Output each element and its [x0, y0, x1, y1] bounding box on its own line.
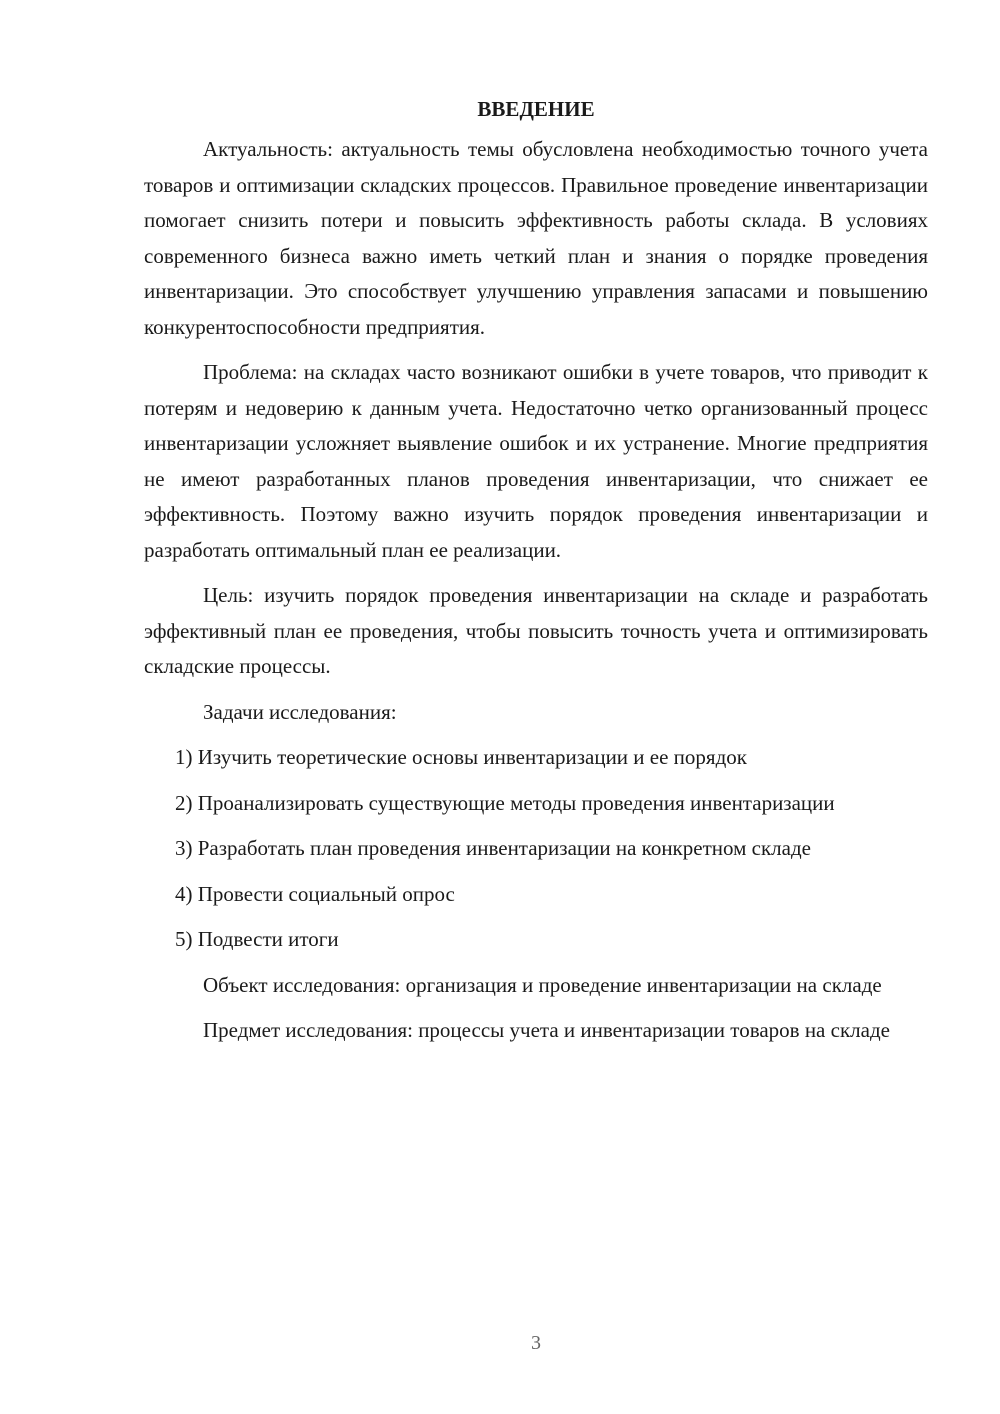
task-item-4: 4) Провести социальный опрос — [175, 881, 455, 906]
task-item-3: 3) Разработать план проведения инвентаризации на конкретном складе — [175, 836, 811, 860]
page-number: 3 — [531, 1332, 541, 1354]
paragraph-research-subject: Предмет исследования: процессы учета и инвентаризации товаров на складе — [203, 1018, 890, 1042]
paragraph-problem: Проблема: на складах часто возникают ошибки в учете товаров, что приводит к потерям и недоверию к данным учета. Недостаточно четко организованный процесс инвентаризации усложняет выявление ошибок и их устранение. Многие предприятия не имеют разработанных планов проведения инвентаризации, что снижает ее эффективность. Поэтому важно изучить порядок проведения инвентаризации и разработать оптимальный план ее реализации. — [144, 360, 928, 562]
task-item-5: 5) Подвести итоги — [175, 927, 339, 951]
paragraph-goal: Цель: изучить порядок проведения инвентаризации на складе и разработать эффективный план ее проведения, чтобы повысить точность учета и оптимизировать складские процессы. — [144, 583, 928, 678]
paragraph-relevance: Актуальность: актуальность темы обусловлена необходимостью точного учета товаров и оптимизации складских процессов. Правильное проведение инвентаризации помогает снизить потери и повысить эффективность работы склада. В условиях современного бизнеса важно иметь четкий план и знания о порядке проведения инвентаризации. Это способствует улучшению управления запасами и повышению конкурентоспособности предприятия. — [144, 137, 928, 339]
paragraph-research-object: Объект исследования: организация и проведение инвентаризации на складе — [203, 972, 882, 997]
page-title: ВВЕДЕНИЕ — [477, 97, 595, 121]
task-item-2: 2) Проанализировать существующие методы проведения инвентаризации — [175, 790, 835, 815]
paragraph-tasks-heading: Задачи исследования: — [203, 699, 397, 724]
document-page — [144, 92, 928, 1059]
task-item-1: 1) Изучить теоретические основы инвентаризации и ее порядок — [175, 745, 747, 769]
